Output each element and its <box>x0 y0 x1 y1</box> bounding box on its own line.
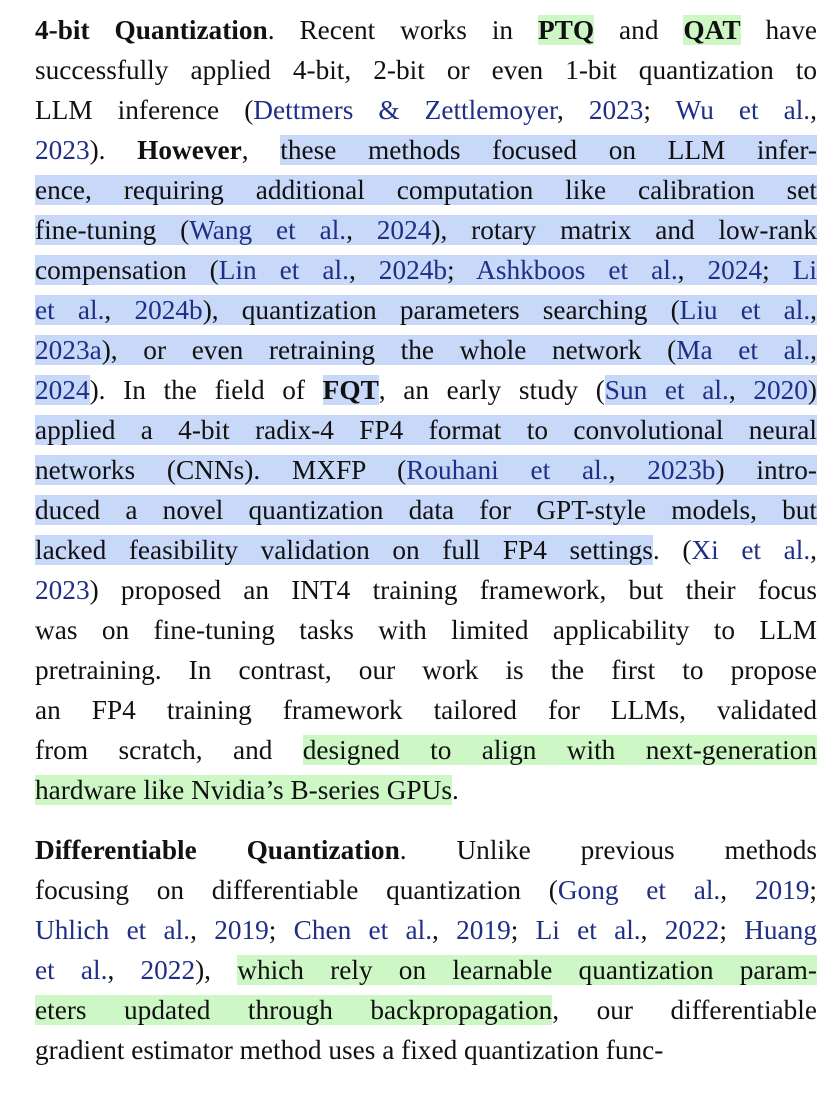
text-run: , <box>556 95 589 125</box>
citation-link[interactable]: Xi et al. <box>691 535 811 565</box>
text-line <box>35 50 817 90</box>
text-line <box>35 170 817 210</box>
text-run: LLM inference ( <box>35 95 254 125</box>
text-run: pretraining. In contrast, our work is the first to propose <box>35 655 817 685</box>
text-run: ; <box>719 915 745 945</box>
highlighted-text: ; <box>447 255 477 285</box>
highlighted-text: duced a novel quantization data for GPT-style models, but <box>35 495 817 525</box>
text-line <box>35 90 817 130</box>
citation-link[interactable]: 2023b <box>647 455 716 485</box>
text-line <box>35 530 817 570</box>
citation-link[interactable]: Lin et al. <box>218 255 349 285</box>
citation-link[interactable]: 2023 <box>35 135 90 165</box>
text-run: was on fine-tuning tasks with limited applicability to LLM <box>35 615 817 645</box>
text-line <box>35 830 817 870</box>
citation-link[interactable]: 2023a <box>35 335 102 365</box>
text-run: , <box>640 915 665 945</box>
bold-term: QAT <box>683 15 741 45</box>
text-run: , <box>810 95 817 125</box>
text-run: ; <box>643 95 676 125</box>
text-run: ) proposed an INT4 training framework, but their focus <box>89 575 817 605</box>
text-line <box>35 450 817 490</box>
bold-term: FQT <box>322 375 379 405</box>
citation-link[interactable]: Wang et al. <box>189 215 347 245</box>
citation-link[interactable]: Ashkboos et al. <box>476 255 678 285</box>
citation-link[interactable]: 2019 <box>456 915 511 945</box>
text-run: , <box>190 915 215 945</box>
highlighted-text: , <box>728 375 754 405</box>
text-run: and <box>594 15 684 45</box>
text-line <box>35 370 817 410</box>
text-run: ; <box>510 915 536 945</box>
citation-link[interactable]: Dettmers & Zettlemoyer <box>253 95 557 125</box>
citation-link[interactable]: Li et al. <box>535 915 641 945</box>
text-run: have <box>740 15 818 45</box>
citation-link[interactable]: 2022 <box>140 955 196 985</box>
text-run: gradient estimator method uses a fixed quantization func- <box>35 1035 664 1065</box>
highlighted-text: lacked feasibility validation on full FP4 settings <box>35 535 653 565</box>
text-line <box>35 10 817 50</box>
paragraph-4bit-quantization <box>35 10 817 810</box>
text-run: ; <box>268 915 294 945</box>
text-run: . Recent works in <box>267 15 538 45</box>
text-line <box>35 130 817 170</box>
highlighted-text: applied a 4-bit radix-4 FP4 format to convolutional neural <box>35 415 817 445</box>
text-run: , an early study ( <box>378 375 605 405</box>
text-line <box>35 770 817 810</box>
highlighted-text: ), quantization parameters searching ( <box>202 295 680 325</box>
bold-term: However <box>137 135 242 165</box>
citation-link[interactable]: 2023 <box>588 95 644 125</box>
text-run: focusing on differentiable quantization ( <box>35 875 558 905</box>
text-line <box>35 330 817 370</box>
citation-link[interactable]: 2019 <box>754 875 810 905</box>
highlighted-text: , <box>608 455 648 485</box>
citation-link[interactable]: 2024 <box>35 375 90 405</box>
text-run: ; <box>809 875 817 905</box>
text-line <box>35 730 817 770</box>
citation-link[interactable]: et al. <box>35 295 105 325</box>
text-line <box>35 990 817 1030</box>
text-run: . ( <box>652 535 692 565</box>
text-line <box>35 570 817 610</box>
text-line <box>35 410 817 450</box>
text-line <box>35 250 817 290</box>
citation-link[interactable]: Rouhani et al. <box>406 455 609 485</box>
highlighted-text: networks (CNNs). MXFP ( <box>35 455 407 485</box>
text-run: ). In the field of <box>89 375 323 405</box>
highlighted-text: , <box>104 295 135 325</box>
highlighted-text: fine-tuning ( <box>35 215 190 245</box>
bold-term: PTQ <box>538 15 595 45</box>
citation-link[interactable]: 2019 <box>214 915 269 945</box>
text-run: , <box>107 955 141 985</box>
text-run: . Unlike previous methods <box>399 835 817 865</box>
citation-link[interactable]: Li <box>792 255 817 285</box>
highlighted-text: , <box>810 295 817 325</box>
highlighted-text: ), or even retraining the whole network ( <box>101 335 677 365</box>
text-line <box>35 490 817 530</box>
text-run: ), <box>195 955 238 985</box>
citation-link[interactable]: 2024 <box>707 255 763 285</box>
citation-link[interactable]: Huang <box>744 915 817 945</box>
citation-link[interactable]: 2022 <box>664 915 720 945</box>
text-run: ). <box>89 135 138 165</box>
citation-link[interactable]: Chen et al. <box>293 915 433 945</box>
text-run: successfully applied 4-bit, 2-bit or even 1-bit quantization to <box>35 55 817 85</box>
highlighted-text: , <box>346 215 377 245</box>
paragraph-differentiable-quantization <box>35 830 817 1070</box>
citation-link[interactable]: Wu et al. <box>675 95 811 125</box>
bold-term: Differentiable Quantization <box>35 835 400 865</box>
text-line <box>35 690 817 730</box>
text-run: , <box>432 915 457 945</box>
text-run: , <box>241 135 281 165</box>
highlighted-text: ), rotary matrix and low-rank <box>431 215 817 245</box>
highlighted-text: these methods focused on LLM infer- <box>280 135 817 165</box>
highlighted-text: hardware like Nvidia’s B-series GPUs <box>35 775 452 805</box>
text-line <box>35 210 817 250</box>
highlighted-text: , <box>677 255 708 285</box>
text-line <box>35 650 817 690</box>
text-line <box>35 290 817 330</box>
highlighted-text: which rely on learnable quantization param- <box>237 955 817 985</box>
text-line <box>35 910 817 950</box>
citation-link[interactable]: 2024b <box>378 255 448 285</box>
citation-link[interactable]: et al. <box>35 955 108 985</box>
citation-link[interactable]: Gong et al. <box>557 875 721 905</box>
text-line <box>35 1030 817 1070</box>
text-run: , <box>720 875 755 905</box>
text-line <box>35 610 817 650</box>
text-run: from scratch, and <box>35 735 303 765</box>
citation-link[interactable]: 2023 <box>35 575 90 605</box>
text-run: an FP4 training framework tailored for LLMs, validated <box>35 695 817 725</box>
highlighted-text: ) <box>807 375 817 405</box>
highlighted-text: compensation ( <box>35 255 219 285</box>
highlighted-text: designed to align with next-generation <box>302 735 817 765</box>
text-run: , our differentiable <box>552 995 817 1025</box>
citation-link[interactable]: Liu et al. <box>679 295 811 325</box>
text-run: , <box>810 535 817 565</box>
citation-link[interactable]: 2024b <box>134 295 203 325</box>
text-line <box>35 870 817 910</box>
citation-link[interactable]: 2024 <box>376 215 432 245</box>
bold-term: 4-bit Quantization <box>35 15 268 45</box>
citation-link[interactable]: Uhlich et al. <box>35 915 191 945</box>
highlighted-text: ; <box>762 255 793 285</box>
text-line <box>35 950 817 990</box>
highlighted-text: , <box>348 255 379 285</box>
highlighted-text: eters updated through backpropagation <box>35 995 553 1025</box>
text-run: . <box>451 775 459 805</box>
highlighted-text: ) intro- <box>715 455 818 485</box>
highlighted-text: ence, requiring additional computation like calibration set <box>35 175 817 205</box>
citation-link[interactable]: Sun et al. <box>604 375 729 405</box>
citation-link[interactable]: 2020 <box>753 375 808 405</box>
citation-link[interactable]: Ma et al. <box>676 335 811 365</box>
highlighted-text: , <box>810 335 817 365</box>
